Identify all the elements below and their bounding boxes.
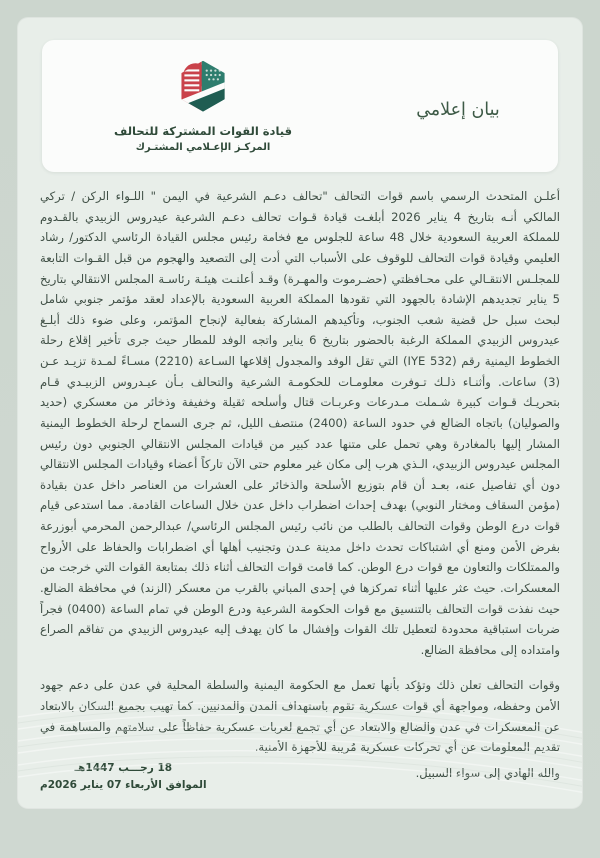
- statement-paragraph: وقوات التحالف تعلن ذلك وتؤكد بأنها تعمل مع الحكومة اليمنية والسلطة المحلية في عدن على دعم جهود الأمن وحفظه، ومواجهة أي قوات عسكرية تقوم باستهداف المدن والمدنيين. كما تهيب بجميع السكان بالابتعاد عن المعسكرات في عدن والضالع والابتعاد عن أي تجمع لعربات عسكرية حفاظاً على سلامتهم والمساهمة في تقديم المعلومات عن أي تحركات عسكرية مُريبة للأجهزة الأمنية.: [40, 678, 560, 755]
- gregorian-date: الموافق الأربعاء 07 يناير 2026م: [40, 779, 207, 792]
- statement-sheet: [18, 18, 582, 808]
- statement-paragraph: أعلـن المتحدث الرسمي باسم قوات التحالف "تحالف دعـم الشرعية في اليمن " اللـواء الركن / تركي المالكي أنـه بتاريخ 4 يناير 2026 أبلغـت قيادة قـوات تحالف دعـم الشرعية عيدروس الزبيدي بالقـدوم للمملكة العربية السعودية خلال 48 ساعة للجلوس مع فخامة رئيس مجلس القيادة الرئاسي الدكتور/ رشاد العليمي وقيادة قوات التحالف للوقوف على الأسباب التي أدت إلى التصعيد والهجوم من قبل القـوات التابعة للمجلـس الانتقـالي على محـافظتي (حضـرموت والمهـرة) وقـد أعلنـت هيئـة رئاسـة المجلس الانتقالي بتاريخ 5 يناير تجديدهم الإشادة بالجهود التي تقودها المملكة العربية السعودية بالإعداد لعقد مؤتمر جنوبي شامل لبحث سبل حل قضية شعب الجنوب، وتأكيدهم المشاركة بفعالية لإنجاح المؤتمر، وعلى ضوء ذلك أبلـغ عيدروس الزبيدي المملكة الرغبة بالحضور بتاريخ 6 يناير واتجه الوفد للمطار حيث جرى تأخير إقلاع رحلة الخطوط اليمنية رقم (IYE 532) التي تقل الوفد والمجدول إقلاعها السـاعة (2210) مسـاءً لمـدة تزيـد عـن (3) ساعات. وأثنـاء ذلـك تـوفرت معلومـات للحكومـة الشرعية والتحالف بـأن عيـدروس الزبيـدي قـام بتحريـك قـوات كبيرة شـملت مـدرعات وعربـات قتال وأسلحه ثقيلة وخفيفة وذخائر من معسكري (حديد والصوليان) باتجاه الضالع في حدود الساعة (2400) منتصف الليل، ثم جرى السماح لرحلة الخطوط اليمنية المشار إليها بالمغادرة وهي تحمل على متنها عدد كبير من قيادات المجلس الانتقالي الجنوبي دون رئيس المجلس عيدروس الزبيدي، الـذي هرب إلى مكان غير معلوم حتى الآن تاركاً أعضاء وقيادات المجلس الانتقالي دون أي تفاصيل عنه، بعـد أن قام بتوزيع الأسلحة والذخائر على العشرات من العناصر داخل عدن بقيادة (مؤمن السقاف ومختار النوبي) بهدف إحداث اضطراب داخل عدن خلال الساعات القادمة. مما استدعى قيام قوات درع الوطن وقوات التحالف بالطلب من نائب رئيس المجلس الرئاسي/ عبدالرحمن المحرمي أبوزرعة بفرض الأمن ومنع أي اشتباكات تحدث داخل مدينة عـدن وتجنيب أهلها أي اضطرابات والحفاظ على الأرواح والممتلكات والتعاون مع قوات درع الوطن. كما قامت قوات التحالف أثناء ذلك بمتابعة القوات التي خرجت من المعسكرات. حيث عثر عليها أثناء تمركزها في إحدى المباني بالقرب من معسكر (الزند) في محافظة الضالع. حيث نفذت قوات التحالف بالتنسيق مع قوات الحكومة الشرعية ودرع الوطن في تمام الساعة (0400) فجراً ضربات استباقية محدودة لتعطيل تلك القوات وإفشال ما كان يهدف إليه عيدروس الزبيدي من تفاقم الصراع وامتداده إلى محافظة الضالع.: [40, 189, 561, 657]
- coalition-hexagon-emblem-icon: [171, 57, 235, 119]
- closing-row: [40, 760, 560, 795]
- page-title: بيان إعلامي: [416, 100, 500, 120]
- brand-block: [42, 57, 358, 155]
- closing-statement: والله الهادي إلى سواء السبيل.: [415, 766, 560, 780]
- organization-name: قيادة القوات المشتركة للتحالف: [114, 124, 292, 139]
- header-card: [42, 40, 558, 172]
- date-block: [40, 760, 207, 795]
- statement-body: [40, 186, 560, 796]
- hijri-date: 18 رجـــب 1447هـ: [74, 762, 173, 774]
- organization-subtitle: المركـز الإعـلامي المشتـرك: [135, 141, 271, 153]
